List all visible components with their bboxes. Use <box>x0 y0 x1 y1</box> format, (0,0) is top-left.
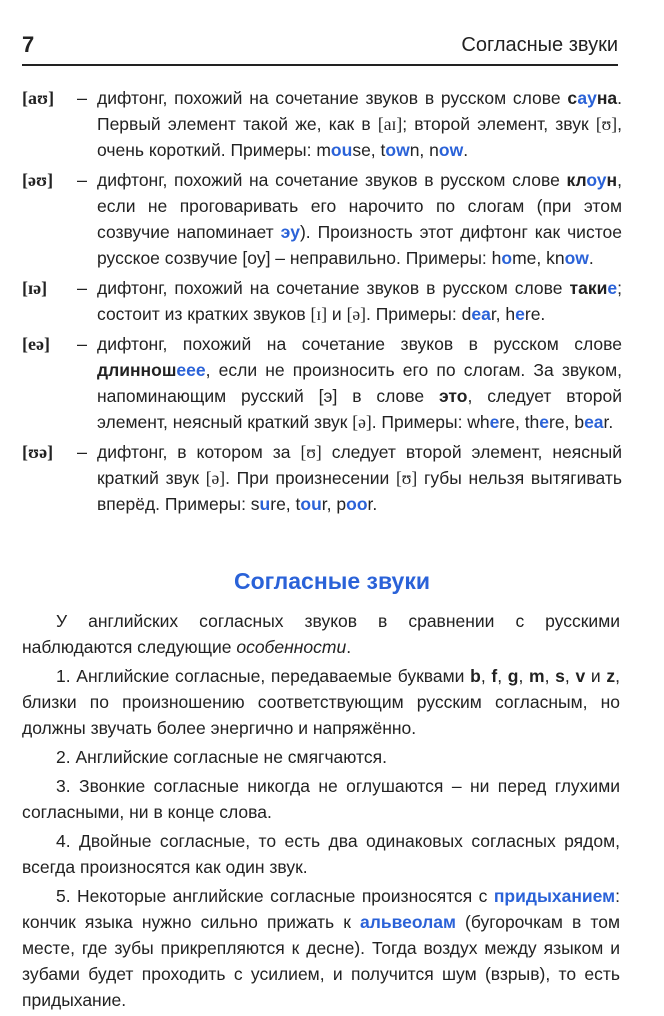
phonetic-symbol: [ʊ] <box>595 114 618 134</box>
paragraph <box>22 663 620 741</box>
diphthong-list <box>22 85 622 521</box>
text-run: r. <box>367 494 378 514</box>
text-run: 3. Звонкие согласные никогда не оглушаются – ни перед глухими согласными, ни в конце слова. <box>22 776 620 822</box>
text-run: r. <box>603 412 614 432</box>
diphthong-symbol: [ɪə] <box>22 278 48 298</box>
text-run: . Первый элемент такой же, как в <box>97 88 622 134</box>
text-run: губы нельзя вытягивать вперёд. Примеры: s <box>97 468 622 514</box>
phonetic-symbol: [ə] <box>352 412 372 432</box>
bold-text: это <box>438 386 468 406</box>
bold-text: f <box>491 666 498 686</box>
bold-text: z <box>606 666 616 686</box>
text-run: 4. Двойные согласные, то есть два одинаковых согласных рядом, всегда произносятся как один звук. <box>22 831 620 877</box>
entry-dash: – <box>77 442 88 462</box>
highlighted-text: ow <box>385 140 410 160</box>
diphthong-description <box>97 167 622 271</box>
highlighted-text: u <box>259 494 271 514</box>
highlighted-text: оу <box>586 170 607 190</box>
text-run: , <box>518 666 530 686</box>
paragraph <box>22 773 620 825</box>
diphthong-entry <box>22 439 622 517</box>
text-run: , <box>497 666 508 686</box>
phonetic-symbol: [ʊ] <box>300 442 322 462</box>
bold-text: кл <box>566 170 587 190</box>
diphthong-entry <box>22 331 622 435</box>
highlighted-text: е <box>607 278 618 298</box>
header-rule <box>22 64 618 66</box>
text-run: . Примеры: d <box>366 304 472 324</box>
highlighted-text: oo <box>346 494 368 514</box>
bold-text: s <box>555 666 565 686</box>
text-run: re, b <box>549 412 585 432</box>
bold-text: на <box>596 88 618 108</box>
bold-text: v <box>575 666 586 686</box>
text-run: дифтонг, похожий на сочетание звуков в русском слове <box>97 170 567 190</box>
highlighted-text: o <box>501 248 513 268</box>
highlighted-text: e <box>539 412 550 432</box>
highlighted-text: эу <box>280 222 300 242</box>
entry-dash: – <box>77 278 88 298</box>
text-run: дифтонг, похожий на сочетание звуков в русском слове <box>97 88 568 108</box>
diphthong-entry <box>22 85 622 163</box>
text-run: , <box>544 666 556 686</box>
bold-text: длиннош <box>97 360 177 380</box>
text-run: re, t <box>270 494 301 514</box>
highlighted-text: еее <box>176 360 206 380</box>
text-run: r, p <box>321 494 347 514</box>
text-run: . <box>463 140 469 160</box>
highlighted-text: придыханием <box>493 886 616 906</box>
highlighted-text: e <box>515 304 525 324</box>
section-body <box>22 608 620 1016</box>
diphthong-description <box>97 331 622 435</box>
phonetic-symbol: [ə] <box>205 468 226 488</box>
text-run: и <box>327 304 347 324</box>
text-run: 5. Некоторые английские согласные произносятся с <box>56 886 494 906</box>
highlighted-text: ea <box>584 412 604 432</box>
bold-text: н <box>606 170 618 190</box>
text-run: 1. Английские согласные, передаваемые буквами <box>56 666 471 686</box>
text-run: (бугорочкам в том месте, где зубы прикрепляются к десне). Тогда воздух между языком и зубами будет проходить с усилием, и получится шум (взрыв), то есть придыхание. <box>22 912 620 1010</box>
bold-text: ки <box>587 278 608 298</box>
text-run: дифтонг, похожий на сочетание звуков в русском слове <box>97 278 570 298</box>
page-header <box>22 30 618 64</box>
diphthong-entry <box>22 167 622 271</box>
highlighted-text: e <box>489 412 500 432</box>
text-run: ; второй элемент, звук <box>402 114 596 134</box>
text-run: У английских согласных звуков в сравнении с русскими наблюдаются следующие <box>22 611 620 657</box>
diphthong-symbol: [əʊ] <box>22 170 54 190</box>
text-run: r, h <box>490 304 516 324</box>
paragraph <box>22 744 620 770</box>
text-run: se, t <box>352 140 386 160</box>
running-title: Согласные звуки <box>461 34 618 56</box>
diphthong-description <box>97 85 622 163</box>
paragraph <box>22 883 620 1013</box>
paragraph <box>22 828 620 880</box>
diphthong-symbol: [aʊ] <box>22 88 55 108</box>
diphthong-entry <box>22 275 622 327</box>
highlighted-text: ow <box>564 248 589 268</box>
highlighted-text: альвеолам <box>359 912 456 932</box>
entry-dash: – <box>77 334 88 354</box>
text-run: , очень короткий. Примеры: m <box>97 114 622 160</box>
highlighted-text: ау <box>577 88 597 108</box>
highlighted-text: ou <box>330 140 353 160</box>
text-run: , <box>480 666 492 686</box>
text-run: : кончик языка нужно сильно прижать к <box>22 886 620 932</box>
text-run: ; состоит из кратких звуков <box>97 278 622 324</box>
phonetic-symbol: [ɪ] <box>310 304 328 324</box>
text-run: и <box>585 666 607 686</box>
text-run: ). Произность этот дифтонг как чистое русское созвучие [оу] – неправильно. Примеры: h <box>97 222 622 268</box>
page-number: 7 <box>22 32 35 57</box>
entry-dash: – <box>77 88 88 108</box>
phonetic-symbol: [aɪ] <box>377 114 403 134</box>
text-run: . <box>588 248 594 268</box>
text-run: re, th <box>499 412 540 432</box>
phonetic-symbol: [ə] <box>346 304 366 324</box>
text-run: , следует второй элемент, неясный краткий звук <box>97 386 623 432</box>
bold-text: b <box>470 666 481 686</box>
text-run: следует второй элемент, неясный краткий звук <box>97 442 623 488</box>
bold-text: m <box>529 666 545 686</box>
text-run: . При произнесении <box>225 468 396 488</box>
highlighted-text: ow <box>438 140 464 160</box>
text-run: , близки по произношению соответствующим русским согласным, но должны звучать более энергично и напряжённо. <box>22 666 620 738</box>
text-run: me, kn <box>512 248 565 268</box>
bold-text: та <box>569 278 588 298</box>
phonetic-symbol: [ʊ] <box>395 468 418 488</box>
diphthong-description <box>97 439 622 517</box>
diphthong-description <box>97 275 622 327</box>
section-title: Согласные звуки <box>233 568 431 594</box>
text-run: re. <box>524 304 546 324</box>
text-run: . <box>346 637 352 657</box>
text-run: , <box>564 666 576 686</box>
text-run: n, n <box>409 140 439 160</box>
bold-text: g <box>507 666 519 686</box>
text-run: . Примеры: wh <box>371 412 490 432</box>
paragraph <box>22 608 620 660</box>
text-run: дифтонг, похожий на сочетание звуков в русском слове <box>97 334 622 354</box>
diphthong-symbol: [ʊə] <box>22 442 54 462</box>
text-run: 2. Английские согласные не смягчаются. <box>56 747 387 767</box>
diphthong-symbol: [eə] <box>22 334 50 354</box>
text-run: , если не произносить его по слогам. За звуком, напоминающим русский [э] в слове <box>97 360 622 406</box>
entry-dash: – <box>77 170 88 190</box>
highlighted-text: ou <box>300 494 322 514</box>
italic-text: особенности <box>236 637 347 657</box>
text-run: дифтонг, в котором за <box>97 442 301 462</box>
bold-text: с <box>567 88 578 108</box>
text-run: , если не проговаривать его нарочито по слогам (при этом созвучие напоминает <box>97 170 622 242</box>
highlighted-text: ea <box>471 304 491 324</box>
